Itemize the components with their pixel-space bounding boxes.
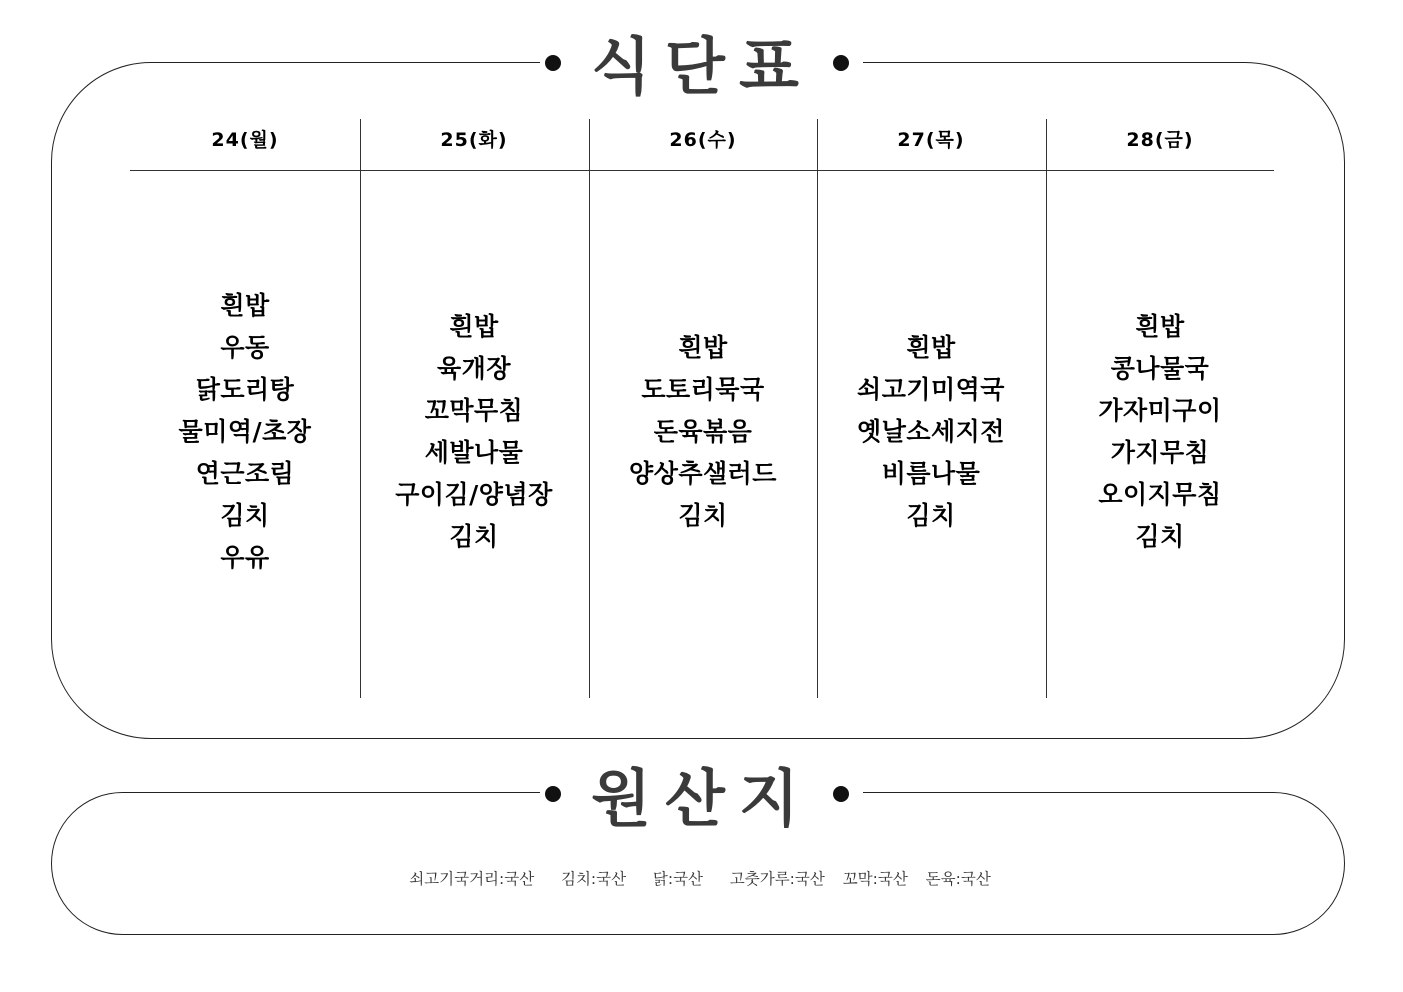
menu-item: 돈육볶음 xyxy=(653,417,753,446)
origin-info-text: 쇠고기국거리:국산 김치:국산 닭:국산 고춧가루:국산 꼬막:국산 돈육:국산 xyxy=(409,870,991,888)
menu-item: 쇠고기미역국 xyxy=(857,375,1005,404)
menu-title-left-dot xyxy=(545,55,561,71)
menu-item: 닭도리탕 xyxy=(195,375,295,404)
menu-item: 양상추샐러드 xyxy=(629,459,777,488)
menu-item: 옛날소세지전 xyxy=(857,417,1005,446)
menu-list-thu xyxy=(817,327,1045,537)
menu-item: 연근조림 xyxy=(195,459,295,488)
menu-list-wed xyxy=(589,327,817,537)
menu-item: 김치 xyxy=(449,522,499,551)
menu-item: 콩나물국 xyxy=(1110,354,1210,383)
day-header-wed: 26(수) xyxy=(669,129,737,151)
day-header-fri: 28(금) xyxy=(1126,129,1194,151)
menu-item: 흰밥 xyxy=(906,333,956,362)
origin-title-left-dot xyxy=(545,786,561,802)
menu-item: 흰밥 xyxy=(1135,312,1185,341)
menu-list-mon xyxy=(131,285,359,579)
menu-item: 물미역/초장 xyxy=(178,417,312,446)
day-header-mon: 24(월) xyxy=(211,129,279,151)
menu-item: 가지무침 xyxy=(1110,438,1210,467)
menu-item: 김치 xyxy=(1135,522,1185,551)
menu-item: 도토리묵국 xyxy=(641,375,765,404)
menu-item: 흰밥 xyxy=(678,333,728,362)
menu-item: 흰밥 xyxy=(220,291,270,320)
day-header-thu: 27(목) xyxy=(897,129,965,151)
menu-item: 비름나물 xyxy=(881,459,981,488)
origin-title: 원산지 xyxy=(591,762,813,835)
menu-item: 육개장 xyxy=(437,354,511,383)
menu-list-tue xyxy=(360,306,588,558)
day-header-tue: 25(화) xyxy=(440,129,508,151)
header-divider-line xyxy=(130,170,1274,171)
menu-item: 꼬막무침 xyxy=(424,396,524,425)
menu-item: 세발나물 xyxy=(424,438,524,467)
menu-item: 김치 xyxy=(678,501,728,530)
menu-list-fri xyxy=(1046,306,1274,558)
menu-item: 김치 xyxy=(906,501,956,530)
menu-item: 김치 xyxy=(220,501,270,530)
menu-item: 가자미구이 xyxy=(1098,396,1222,425)
menu-item: 흰밥 xyxy=(449,312,499,341)
menu-item: 우동 xyxy=(220,333,270,362)
menu-item: 우유 xyxy=(220,543,270,572)
menu-item: 오이지무침 xyxy=(1098,480,1222,509)
menu-title: 식단표 xyxy=(591,30,813,103)
menu-item: 구이김/양념장 xyxy=(395,480,553,509)
